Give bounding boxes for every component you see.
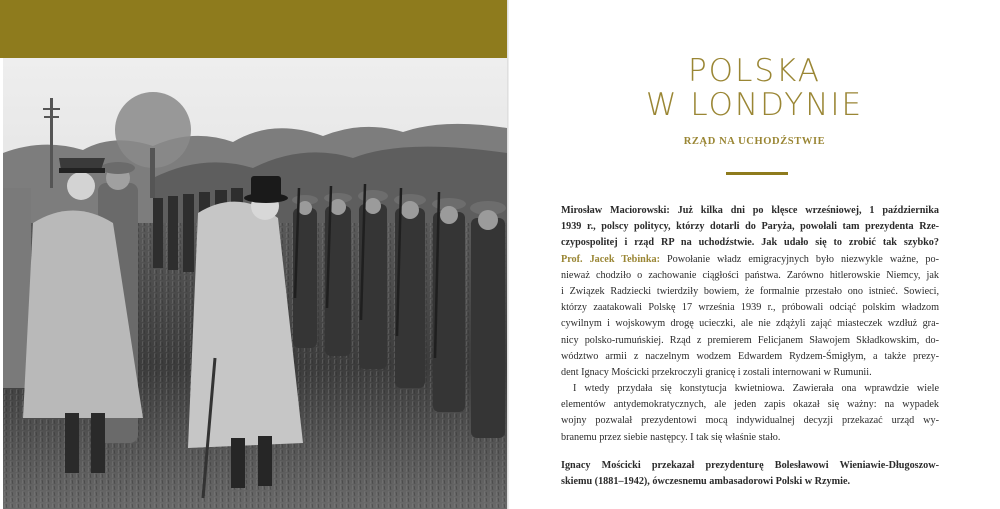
answer-line: i Związek Radziecki twierdziły bowiem, że formalnie przestało ono istnieć. Sowieci, [561, 285, 939, 297]
answer-line: wództwo armii z naczelnym wodzem Edwardem Rydzem-Śmigłym, a także prezy- [561, 350, 939, 362]
answer-line: którzy zaatakowali Polskę 17 września 1939 r., próbowali odciąć polskim władzom [561, 302, 939, 314]
historical-photograph [3, 58, 507, 509]
answer2-line: branemu przez siebie następcy. I tak się właśnie stało. [561, 431, 781, 443]
chapter-title-line-1: POLSKA [687, 53, 822, 89]
decorative-rule [726, 172, 788, 175]
answer-line: dent Ignacy Mościcki przekroczyli granicę i zostali internowani w Rumunii. [561, 366, 872, 378]
question-line-3: czypospolitej i rząd RP na uchodźstwie. Jak udało się to zrobić tak szybko? [561, 237, 939, 249]
question-line-2: 1939 r., polscy politycy, którzy dotarli do Paryża, powołali tam prezydenta Rze- [561, 221, 939, 233]
right-page [509, 0, 1000, 509]
answer-first-line-text: Powołanie władz emigracyjnych było niezwykle ważne, po- [660, 253, 939, 265]
gold-header-band [0, 0, 507, 58]
answer-line: nicy polsko-rumuńskiej. Rząd z premierem Felicjanem Sławojem Składkowskim, do- [561, 334, 939, 346]
answer-line: cywilnym i wojskowym drogę ucieczki, ale nie zdążyli zająć miasteczek wzdłuż gra- [561, 318, 939, 330]
question2-line: skiemu (1881–1942), ówczesnemu ambasadorowi Polski w Rzymie. [561, 476, 851, 487]
question-line-1: Mirosław Maciorowski: Już kilka dni po klęsce wrześniowej, 1 października [561, 205, 939, 216]
question2-line: Ignacy Mościcki przekazał prezydenturę Bolesławowi Wieniawie-Długoszow- [561, 459, 939, 471]
body-text [561, 203, 939, 490]
answer2-line: elementów antydemokratycznych, ale jeden zapis okazał się ważny: na wypadek [561, 399, 939, 411]
chapter-title-line-2: W LONDYNIE [645, 87, 864, 123]
photo-illustration [3, 58, 507, 509]
chapter-subtitle: RZĄD NA UCHODŹSTWIE [683, 136, 826, 147]
paragraph-gap [561, 446, 939, 458]
answer-line: nieważ chodziło o zachowanie ciągłości państwa. Zarówno hitlerowskie Niemcy, jak [561, 269, 939, 281]
speaker-label: Prof. Jacek Tebinka: [561, 253, 660, 265]
answer-first-line [561, 252, 939, 268]
answer2-line: wojny pozwalał prezydentowi mocą indywidualnej decyzji przekazać urząd wy- [561, 415, 939, 427]
answer2-line: I wtedy przydała się konstytucja kwietniowa. Zawierała ona wprawdzie wiele [573, 383, 939, 395]
